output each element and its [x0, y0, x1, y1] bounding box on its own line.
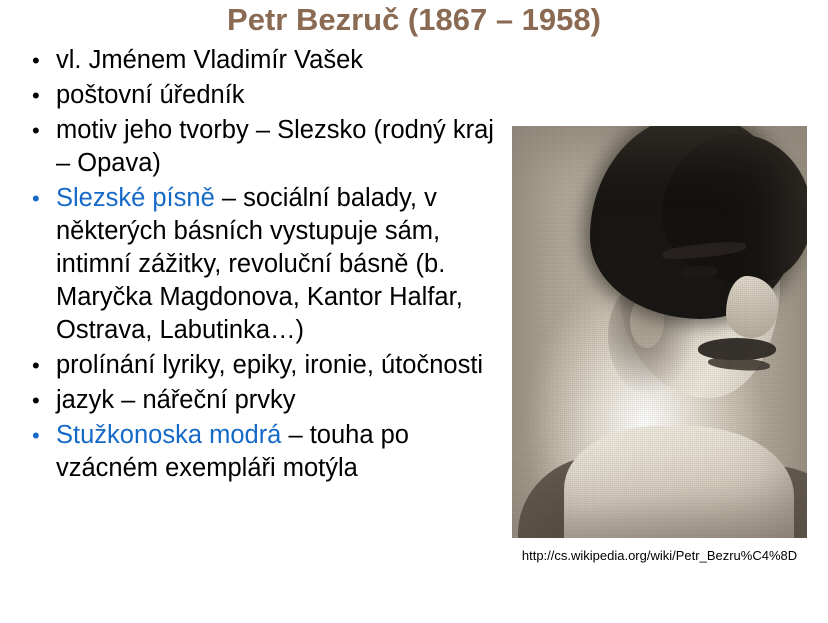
page-title: Petr Bezruč (1867 – 1958)	[227, 2, 601, 37]
bullet-text: – sociální balady, v některých básních vystupuje sám, intimní zážitky, revoluční básně (b. Maryčka Magdonova, Kantor Halfar, Ostrava, Labutinka…)	[56, 184, 463, 344]
list-item	[18, 384, 508, 417]
bullet-text: – touha po vzácném exempláři motýla	[56, 421, 409, 482]
list-item	[18, 114, 508, 180]
bullet-text: motiv jeho tvorby – Slezsko (rodný kraj – Opava)	[56, 116, 494, 177]
slide-body	[0, 38, 828, 613]
list-item	[18, 182, 508, 347]
bullet-list	[18, 44, 508, 487]
portrait-image	[512, 126, 807, 538]
bullet-highlight: Slezské písně	[56, 184, 215, 212]
photo-caption: http://cs.wikipedia.org/wiki/Petr_Bezru%C4%8D	[521, 548, 798, 563]
list-item	[18, 44, 508, 77]
bullet-text: poštovní úředník	[56, 81, 245, 109]
bullet-highlight: Stužkonoska modrá	[56, 421, 282, 449]
photo-block	[512, 126, 807, 564]
bullet-text: prolínání lyriky, epiky, ironie, útočnosti	[56, 351, 484, 379]
slide	[0, 2, 828, 623]
bullet-text: vl. Jménem Vladimír Vašek	[56, 46, 364, 74]
list-item	[18, 349, 508, 382]
list-item	[18, 79, 508, 112]
list-item	[18, 419, 508, 485]
photo-vignette	[512, 126, 807, 538]
bullet-text: jazyk – nářeční prvky	[56, 386, 296, 414]
